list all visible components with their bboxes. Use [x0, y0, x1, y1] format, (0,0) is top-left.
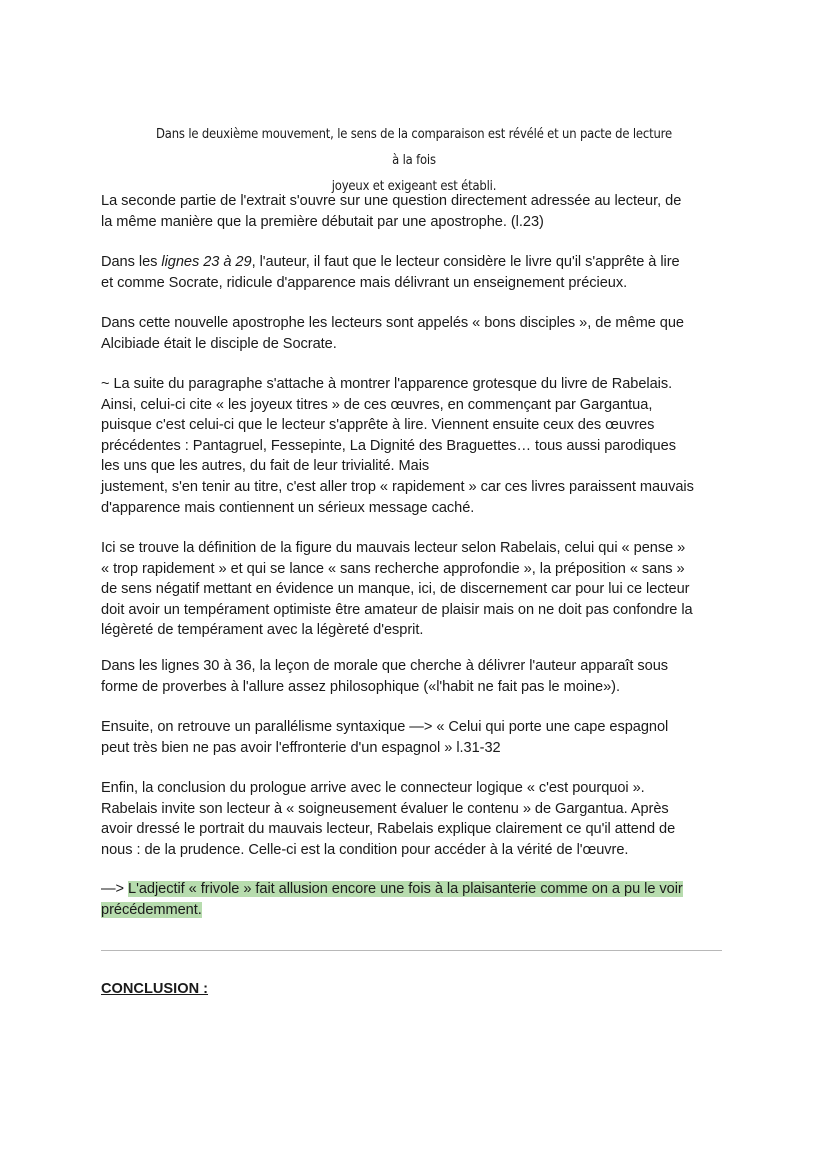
paragraph-grotesque — [101, 374, 729, 518]
paragraph-line: Ici se trouve la définition de la figure du mauvais lecteur selon Rabelais, celui qui « pense » — [101, 540, 686, 556]
horizontal-divider — [101, 950, 722, 951]
paragraph-line: « trop rapidement » et qui se lance « sans recherche approfondie », la préposition « sans » — [101, 560, 685, 577]
paragraph-line — [101, 900, 729, 921]
heading-line: joyeux et exigeant est établi. — [331, 178, 497, 194]
paragraph-line: avoir dressé le portrait du mauvais lecteur, Rabelais explique clairement ce qu'il attend de — [101, 821, 676, 838]
paragraph-line: et comme Socrate, ridicule d'apparence mais délivrant un enseignement précieux. — [101, 274, 628, 291]
highlighted-text: précédemment. — [101, 901, 202, 918]
paragraph-line: les uns que les autres, du fait de leur trivialité. Mais — [101, 458, 430, 475]
paragraph-line: Ensuite, on retrouve un parallélisme syntaxique —> « Celui qui porte une cape espagnol — [101, 719, 669, 735]
paragraph-line: nous : de la prudence. Celle-ci est la condition pour accéder à la vérité de l'œuvre. — [101, 841, 629, 858]
heading-line: Dans le deuxième mouvement, le sens de la comparaison est révélé et un pacte de lecture à la fois — [156, 126, 672, 168]
paragraph-apostrophe — [101, 313, 729, 354]
paragraph-lines-23-29 — [101, 252, 729, 293]
paragraph-line: Dans les lignes 30 à 36, la leçon de morale que cherche à délivrer l'auteur apparaît sous — [101, 658, 669, 674]
paragraph-line: puisque c'est celui-ci que le lecteur s'apprête à lire. Viennent ensuite ceux des œuvres — [101, 417, 655, 434]
paragraph-line: peut très bien ne pas avoir l'effronterie d'un espagnol » l.31-32 — [101, 739, 501, 756]
paragraph-parallelism — [101, 717, 729, 758]
paragraph-proverbs — [101, 656, 729, 697]
conclusion-heading: CONCLUSION : — [101, 981, 209, 997]
text-run: Dans les — [101, 254, 162, 270]
paragraph-intro — [101, 191, 729, 232]
paragraph-line: justement, s'en tenir au titre, c'est aller trop « rapidement » car ces livres paraissent mauvais — [101, 478, 694, 495]
paragraph-line: légèreté de tempérament avec la légèreté d'esprit. — [101, 622, 424, 639]
paragraph-conclusion-prologue — [101, 778, 729, 860]
text-run: , l'auteur, il faut que le lecteur considère le livre qu'il s'apprête à lire — [251, 254, 680, 270]
paragraph-line: de sens négatif mettant en évidence un manque, ici, de discernement car pour lui ce lecteur — [101, 581, 690, 598]
paragraph-line: d'apparence mais contiennent un sérieux message caché. — [101, 499, 475, 516]
section-heading — [153, 121, 676, 199]
paragraph-line: Dans cette nouvelle apostrophe les lecteurs sont appelés « bons disciples », de même que — [101, 315, 684, 331]
paragraph-line: ~ La suite du paragraphe s'attache à montrer l'apparence grotesque du livre de Rabelais. — [101, 376, 673, 392]
paragraph-line: forme de proverbes à l'allure assez philosophique («l'habit ne fait pas le moine»). — [101, 678, 620, 695]
paragraph-line: Alcibiade était le disciple de Socrate. — [101, 335, 337, 352]
paragraph-line: précédentes : Pantagruel, Fessepinte, La Dignité des Braguettes… tous aussi parodiques — [101, 437, 676, 454]
italic-reference: lignes 23 à 29 — [161, 254, 252, 270]
paragraph-line: Rabelais invite son lecteur à « soigneusement évaluer le contenu » de Gargantua. Après — [101, 800, 669, 817]
paragraph-line: La seconde partie de l'extrait s'ouvre sur une question directement adressée au lecteur, de — [101, 193, 682, 209]
paragraph-line: doit avoir un tempérament optimiste être amateur de plaisir mais on ne doit pas confondre la — [101, 601, 693, 618]
paragraph-line — [101, 252, 729, 273]
paragraph-line: Enfin, la conclusion du prologue arrive avec le connecteur logique « c'est pourquoi ». — [101, 780, 645, 796]
paragraph-line — [101, 879, 729, 900]
highlighted-text: L'adjectif « frivole » fait allusion encore une fois à la plaisanterie comme on a pu le voir — [128, 881, 683, 897]
arrow-marker: —> — [101, 881, 129, 897]
paragraph-frivole — [101, 879, 729, 920]
paragraph-line: Ainsi, celui-ci cite « les joyeux titres » de ces œuvres, en commençant par Gargantua, — [101, 396, 653, 413]
paragraph-line: la même manière que la première débutait par une apostrophe. (l.23) — [101, 213, 544, 230]
paragraph-bad-reader — [101, 538, 729, 641]
